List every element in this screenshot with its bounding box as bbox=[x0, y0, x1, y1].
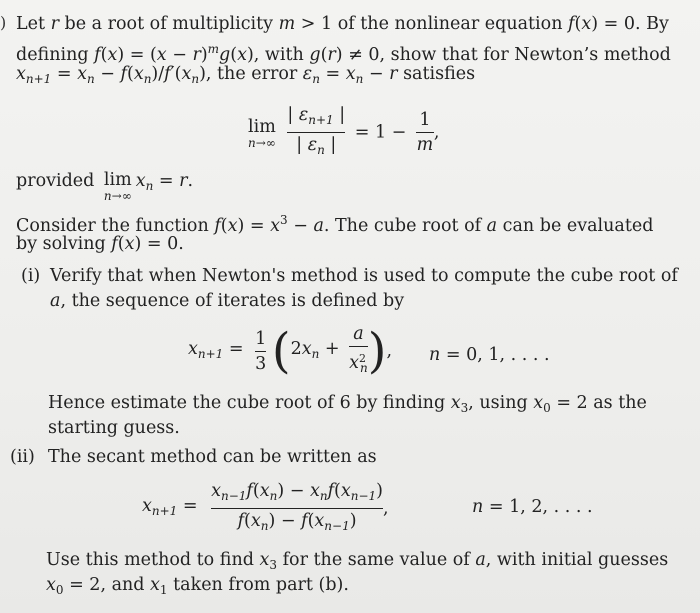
part-i-line-1: Verify that when Newton's method is used to compute the cube root of bbox=[50, 266, 678, 286]
use-line-2: $x_0 = 2$, and $x_1$ taken from part (b). bbox=[46, 575, 349, 597]
intro-line-2: defining $f(x) = (x - r)^mg(x)$, with g(r) ≠ 0, show that for Newton’s method bbox=[16, 42, 671, 65]
intro-line-1: Let r be a root of multiplicity m > 1 of the nonlinear equation f(x) = 0. By bbox=[16, 14, 669, 34]
newton-range: n = 0, 1, . . . . bbox=[429, 345, 550, 365]
part-i-line-2: a, the sequence of iterates is defined by bbox=[50, 291, 405, 311]
newton-formula: $x_{n+1}$ = $\frac{1}{3}$ ($2x_n$ + $\frac{a}{x^2_n}$ ), bbox=[188, 323, 393, 379]
secant-formula: $x_{n+1}$ = $\frac{x_{n-1}f(x_n) - x_nf(x_{n-1})}{f(x_n) - f(x_{n-1})}$ , bbox=[142, 481, 389, 533]
provided-line: provided lim n→∞ $x_n = r$. bbox=[16, 170, 194, 203]
part-i-label: (i) bbox=[21, 266, 41, 286]
limit-equation: lim n→∞ $\frac{| \varepsilon_{n+1} |}{| \varepsilon_n |}$ = 1 − $\frac{1}{m}$ , bbox=[248, 105, 440, 157]
consider-line-2: by solving f(x) = 0. bbox=[16, 234, 184, 254]
left-edge-parenthesis: ) bbox=[0, 13, 7, 32]
part-ii-line-1: The secant method can be written as bbox=[48, 447, 377, 467]
consider-line-1: Consider the function $f(x) = x^3 - a$. The cube root of a can be evaluated bbox=[16, 213, 654, 236]
secant-range: n = 1, 2, . . . . bbox=[472, 497, 593, 517]
hence-line-1: Hence estimate the cube root of 6 by finding $x_3$, using $x_0 = 2$ as the bbox=[48, 393, 647, 415]
part-ii-label: (ii) bbox=[10, 447, 35, 467]
intro-line-3: $x_{n+1} = x_n - f(x_n)/f'(x_n)$, the error $\varepsilon_n = x_n - r$ satisfies bbox=[16, 64, 476, 86]
use-line-1: Use this method to find $x_3$ for the same value of a, with initial guesses bbox=[46, 550, 669, 572]
hence-line-2: starting guess. bbox=[48, 418, 180, 438]
